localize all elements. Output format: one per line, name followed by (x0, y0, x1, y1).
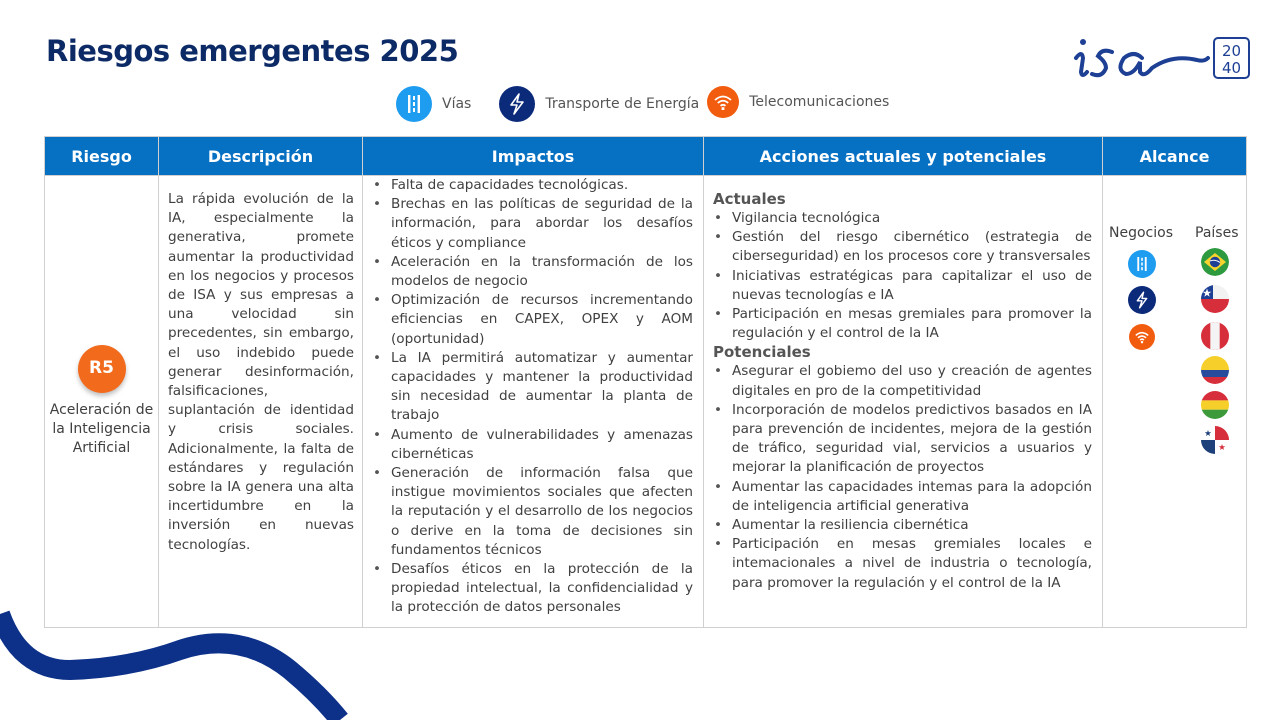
flag-colombia-icon (1201, 356, 1229, 384)
legend-item-energia (499, 86, 699, 122)
column-header-acciones: Acciones actuales y potenciales (704, 137, 1103, 176)
action-item: • Aumentar la resiliencia cibernética (732, 516, 1092, 535)
action-item: • Incorporación de modelos predictivos basados en IA para prevención de incidentes, mejora de la gestión de tráfico, seguridad vial, servicios a usuarios y mejorar la planificación de proyectos (732, 401, 1092, 478)
legend-label: Transporte de Energía (545, 96, 700, 112)
risk-description: La rápida evolución de la IA, especialmente la generativa, promete aumentar la productividad en los negocios y procesos de ISA y sus empresas a una velocidad sin precedentes, sin embargo, el uso indebido puede generar desinformación, falsificaciones, suplantación de identidad y crisis sociales. Adicionalmente, la falta de estándares y regulación sobre la IA genera una alta incertidumbre en la inversión en nuevas tecnologías. (168, 191, 354, 553)
actions-cell (704, 176, 1103, 628)
action-item: • Vigilancia tecnológica (732, 209, 1092, 228)
scope-business-label: Negocios (1109, 225, 1173, 241)
flag-bolivia-icon (1201, 391, 1229, 419)
actions-potential-list (713, 362, 1102, 592)
legend-item-telecom (707, 86, 889, 118)
decorative-wave (0, 590, 400, 720)
action-item: • Gestión del riesgo cibernético (estrategia de ciberseguridad) en los procesos core y transversales (732, 228, 1092, 266)
flag-peru-icon (1201, 322, 1229, 350)
action-item: • Iniciativas estratégicas para capitalizar el uso de nuevas tecnologías e IA (732, 267, 1092, 305)
actions-current-heading: Actuales (713, 190, 786, 208)
column-header-alcance: Alcance (1103, 137, 1247, 176)
isa-2040-logo (1072, 36, 1252, 82)
impact-item: • Optimización de recursos incrementando eficiencias en CAPEX, OPEX y AOM (oportunidad) (391, 291, 693, 349)
flag-panama-icon (1201, 426, 1229, 454)
action-item: • Asegurar el gobiemo del uso y creación de agentes digitales en pro de la competitividad (732, 362, 1092, 400)
column-header-descripcion: Descripción (159, 137, 363, 176)
lightning-icon (1128, 286, 1156, 314)
flag-chile-icon (1201, 285, 1229, 313)
impact-item: • Generación de información falsa que instigue movimientos sociales que afecten la reputación y el desarrollo de los negocios o derive en la toma de decisiones sin fundamentos técnicos (391, 464, 693, 560)
road-icon (396, 86, 432, 122)
road-icon (1128, 250, 1156, 278)
wifi-icon (1129, 324, 1155, 350)
risk-name: Aceleración de la Inteligencia Artificial (49, 402, 154, 456)
page-title: Riesgos emergentes 2025 (46, 34, 459, 68)
impact-item: • Aumento de vulnerabilidades y amenazas cibernéticas (391, 426, 693, 464)
column-header-impactos: Impactos (363, 137, 704, 176)
impact-item: • La IA permitirá automatizar y aumentar capacidades y mantener la productividad sin necesidad de aumentar la planta de trabajo (391, 349, 693, 426)
legend-label: Vías (442, 96, 472, 112)
impacts-cell (363, 176, 704, 628)
impact-item: • Aceleración en la transformación de los modelos de negocio (391, 253, 693, 291)
wifi-icon (707, 86, 739, 118)
actions-content (704, 176, 1102, 593)
action-item: • Participación en mesas gremiales locales e intemacionales a nivel de industria o tecnología, para promover la regulación y el control de la IA (732, 535, 1092, 593)
flag-brazil-icon (1201, 248, 1229, 276)
svg-text:20: 20 (1221, 42, 1242, 60)
impact-item: • Brechas en las políticas de seguridad de la información, para abordar los desafíos éticos y compliance (391, 195, 693, 253)
legend-label: Telecomunicaciones (749, 94, 890, 110)
impact-item: • Falta de capacidades tecnológicas. (391, 176, 693, 195)
legend-item-vias (396, 86, 471, 122)
action-item: • Participación en mesas gremiales para promover la regulación y el control de la IA (732, 305, 1092, 343)
lightning-icon (499, 86, 535, 122)
risk-cell (45, 176, 159, 628)
risk-table (44, 136, 1247, 628)
risk-code-badge: R5 (78, 345, 126, 393)
scope-countries-label: Países (1195, 225, 1239, 241)
impact-item: • Desafíos éticos en la protección de la propiedad intelectual, la confidencialidad y la protección de datos personales (391, 560, 693, 618)
table-header-row (45, 137, 1247, 176)
column-header-riesgo: Riesgo (45, 137, 159, 176)
description-cell (159, 176, 363, 628)
business-legend (396, 86, 901, 122)
action-item: • Aumentar las capacidades intemas para la adopción de inteligencia artificial generativa (732, 478, 1092, 516)
actions-potential-heading: Potenciales (713, 343, 811, 362)
table-row (45, 176, 1247, 628)
actions-current-list (713, 209, 1102, 343)
svg-text:40: 40 (1221, 59, 1242, 77)
scope-cell (1103, 176, 1247, 628)
impacts-list (363, 176, 703, 618)
